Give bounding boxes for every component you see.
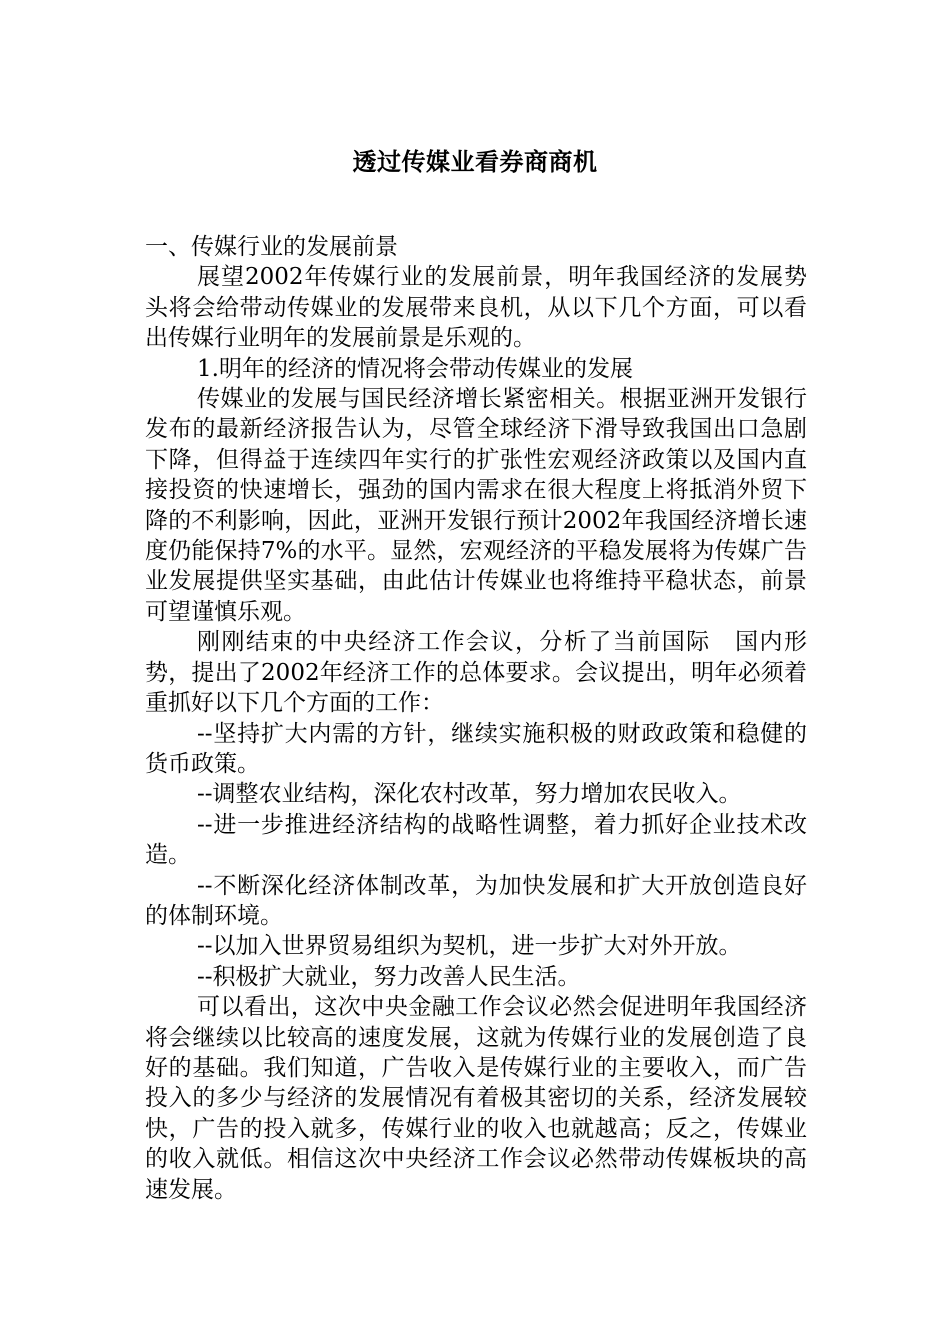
paragraph-conclusion: 可以看出，这次中央金融工作会议必然会促进明年我国经济将会继续以比较高的速度发展，这就为传媒行业的发展创造了良好的基础。我们知道，广告收入是传媒行业的主要收入，而广告投入的多少与经济的发展情况有着极其密切的关系，经济发展较快，广告的投入就多，传媒行业的收入也就越高；反之，传媒业的收入就低。相信这次中央经济工作会议必然带动传媒板块的高速发展。 [145, 994, 807, 1203]
paragraph-outlook: 展望2002年传媒行业的发展前景，明年我国经济的发展势头将会给带动传媒业的发展带来良机，从以下几个方面，可以看出传媒行业明年的发展前景是乐观的。 [145, 264, 807, 352]
list-item: --以加入世界贸易组织为契机，进一步扩大对外开放。 [197, 933, 742, 960]
list-item: --调整农业结构，深化农村改革，努力增加农民收入。 [197, 781, 742, 808]
section-heading: 一、传媒行业的发展前景 [145, 234, 398, 260]
document-title: 透过传媒业看券商商机 [352, 147, 598, 176]
list-item: --坚持扩大内需的方针，继续实施积极的财政政策和稳健的货币政策。 [145, 720, 807, 777]
paragraph-adb-report: 传媒业的发展与国民经济增长紧密相关。根据亚洲开发银行发布的最新经济报告认为，尽管全球经济下滑导致我国出口急剧下降，但得益于连续四年实行的扩张性宏观经济政策以及国内直接投资的快速增长，强劲的国内需求在很大程度上将抵消外贸下降的不利影响，因此，亚洲开发银行预计2002年我国经济增长速度仍能保持7%的水平。显然，宏观经济的平稳发展将为传媒广告业发展提供坚实基础，由此估计传媒业也将维持平稳状态，前景可望谨慎乐观。 [145, 386, 807, 625]
list-item: --积极扩大就业，努力改善人民生活。 [197, 963, 581, 990]
subheading-economy: 1.明年的经济的情况将会带动传媒业的发展 [197, 355, 633, 382]
document-body [145, 232, 807, 1205]
list-item: --不断深化经济体制改革，为加快发展和扩大开放创造良好的体制环境。 [145, 872, 807, 929]
paragraph-conference: 刚刚结束的中央经济工作会议，分析了当前国际 国内形势，提出了2002年经济工作的总体要求。会议提出，明年必须着重抓好以下几个方面的工作： [145, 629, 807, 717]
list-item: --进一步推进经济结构的战略性调整，着力抓好企业技术改造。 [145, 811, 807, 869]
